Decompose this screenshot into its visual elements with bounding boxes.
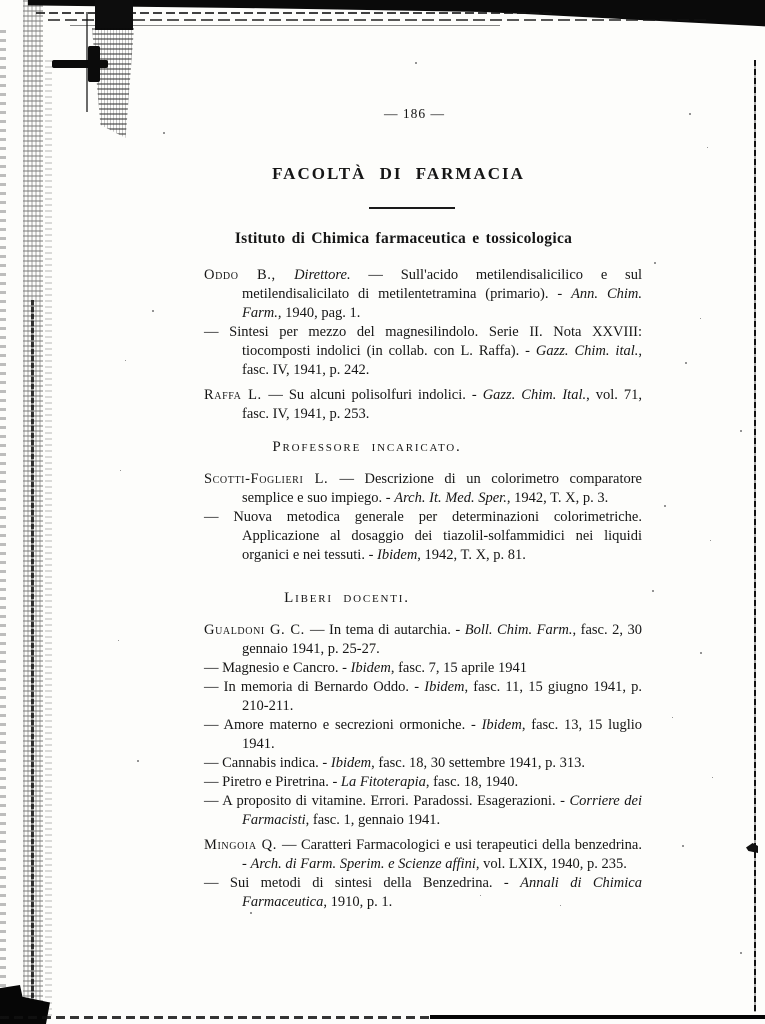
scan-speckle [700, 318, 701, 319]
entry-segment-italic: Ann. Chim. Farm. [242, 286, 642, 321]
bibliography-entry [204, 323, 642, 380]
scan-speckle [163, 132, 165, 134]
bibliography-entry [204, 792, 642, 830]
scan-artifact-bottom-left-blob [0, 985, 50, 1024]
entry-segment-smallcaps: Mingoia Q. [204, 837, 283, 853]
entry-segment-normal: — Nuova metodica generale per determinazioni colorimetriche. Applicazione al dosaggio dei tiazolil-solfammidici nei liquidi organici e nei tessuti. - [204, 509, 642, 563]
scan-artifact-right-edge-mark [746, 843, 758, 853]
scan-speckle [654, 262, 656, 264]
entry-segment-normal: , fasc. 18, 30 settembre 1941, p. 313. [371, 755, 585, 771]
entry-segment-italic: Ibidem [481, 717, 522, 733]
bibliography-entry [204, 754, 642, 773]
entry-segment-normal: — In tema di autarchia. - [309, 622, 465, 638]
scan-speckle [118, 640, 119, 641]
scan-artifact-binding-speckle [23, 0, 43, 1016]
entry-segment-normal: , vol. LXIX, 1940, p. 235. [475, 856, 627, 872]
scan-artifact-binding-line [31, 300, 34, 1016]
entry-segment-normal: , 1942, T. X, p. 81. [417, 547, 526, 563]
scan-speckle [740, 952, 742, 954]
entry-segment-italic: Gazz. Chim. Ital. [482, 387, 587, 403]
bibliography-entry [204, 874, 642, 912]
bibliography-entry [204, 470, 642, 508]
entry-segment-normal: , vol. 71, fasc. IV, 1941, p. 253. [242, 387, 642, 422]
institute-title: Istituto di Chimica farmaceutica e tossicologica [234, 230, 573, 247]
scan-artifact-page-edge-streak [36, 12, 556, 14]
bibliography-entry [204, 659, 642, 678]
scan-speckle [415, 62, 417, 64]
entry-segment-normal: , fasc. 11, 15 giugno 1941, p. 210-211. [242, 679, 642, 714]
entry-segment-italic: Gazz. Chim. ital. [535, 343, 639, 359]
bibliography-entry [204, 716, 642, 754]
scan-speckle [685, 362, 687, 364]
scan-speckle [664, 505, 666, 507]
entry-segment-normal: — Piretro e Piretrina. - [204, 774, 341, 790]
scan-artifact-right-edge-line [754, 60, 756, 1012]
scan-speckle [682, 845, 684, 847]
entry-segment-smallcaps: Oddo B., [204, 267, 295, 283]
scan-artifact-page-edge-streak [70, 25, 500, 26]
scan-speckle [740, 430, 742, 432]
bibliography-entry [204, 386, 642, 424]
bibliography-entry [204, 508, 642, 565]
page-number: — 186 — [384, 106, 445, 121]
entry-segment-normal: — Sintesi per mezzo del magnesilindolo. Serie II. Nota XXVIII: tiocomposti indolici (in collab. con L. Raffa). - [204, 324, 642, 359]
scan-artifact-bottom-edge [0, 1016, 765, 1019]
bibliography-entry [204, 836, 642, 874]
entry-segment-normal: , fasc. 13, 15 luglio 1941. [242, 717, 642, 752]
scan-speckle [712, 777, 713, 778]
scan-speckle [152, 310, 154, 312]
entry-segment-smallcaps: Gualdoni G. C. [204, 622, 310, 638]
scan-speckle [672, 717, 673, 718]
entry-segment-smallcaps: Scotti-Foglieri L. [204, 471, 340, 487]
scan-artifact-page-edge-line [86, 12, 88, 112]
bibliography-entry [204, 773, 642, 792]
entry-segment-normal: — Su alcuni polisolfuri indolici. - [268, 387, 483, 403]
entry-segment-normal: , fasc. 1, gennaio 1941. [305, 812, 441, 828]
bibliography-entry [204, 678, 642, 716]
section-heading: Liberi docenti. [284, 590, 410, 606]
entry-segment-normal: , 1940, pag. 1. [277, 305, 361, 321]
entry-segment-italic: Arch. di Farm. Sperim. e Scienze affini [250, 856, 476, 872]
section-liberi-docenti [204, 589, 642, 912]
section-professore-incaricato [204, 438, 642, 565]
bibliography-entry [204, 266, 642, 323]
scan-artifact-corner-mark [52, 60, 108, 68]
entry-segment-normal: — Sull'acido metilendisalicilico e sul metilendisalicilato di metilentetramina (primario). - [242, 267, 642, 302]
entry-segment-normal: , fasc. 18, 1940. [425, 774, 519, 790]
entry-segment-normal: , fasc. IV, 1941, p. 242. [242, 343, 643, 378]
scan-speckle [700, 652, 702, 654]
bibliography-entry [204, 621, 642, 659]
entry-segment-normal: — Caratteri Farmacologici e usi terapeutici della benzedrina. - [242, 837, 642, 872]
entry-segment-italic: Arch. It. Med. Sper. [394, 490, 507, 506]
entry-segment-italic: Corriere dei Farmacisti [242, 793, 642, 828]
entry-segment-normal: — Cannabis indica. - [204, 755, 331, 771]
scan-artifact-binding-speckle [45, 60, 52, 1016]
entry-segment-italic: Ibidem [330, 755, 372, 771]
entry-segment-normal: , fasc. 2, 30 gennaio 1941, p. 25-27. [242, 622, 643, 657]
entry-segment-normal: , 1910, p. 1. [323, 894, 393, 910]
scan-speckle [710, 540, 711, 541]
scan-artifact-corner-mark [88, 46, 100, 82]
scan-artifact-bottom-edge [430, 1015, 765, 1019]
entry-segment-italic: Ibidem [377, 547, 418, 563]
entry-segment-italic: La Fitoterapia [340, 774, 426, 790]
scan-artifact-page-edge-streak [48, 19, 708, 21]
scan-speckle [137, 760, 139, 762]
section-istituto-chimica [204, 266, 642, 424]
entry-segment-normal: — Descrizione di un colorimetro comparatore semplice e suo impiego. - [242, 471, 642, 506]
title-rule [369, 207, 455, 209]
scan-speckle [652, 590, 654, 592]
entry-segment-normal: — Magnesio e Cancro. - [204, 660, 351, 676]
scan-speckle [250, 912, 252, 914]
scan-speckle [120, 470, 121, 471]
scan-speckle [707, 147, 708, 148]
faculty-title: FACOLTÀ DI FARMACIA [272, 164, 525, 183]
scan-artifact-top-edge [28, 0, 765, 30]
entry-segment-italic: Boll. Chim. Farm. [464, 622, 573, 638]
entry-segment-normal: — A proposito di vitamine. Errori. Paradossi. Esagerazioni. - [204, 793, 570, 809]
entry-segment-normal: — In memoria di Bernardo Oddo. - [204, 679, 425, 695]
entry-segment-italic: Ibidem [350, 660, 391, 676]
entry-segment-smallcaps: Raffa L. [204, 387, 269, 403]
entry-segment-normal: , 1942, T. X, p. 3. [506, 490, 609, 506]
entry-segment-italic: Direttore. [294, 267, 351, 283]
entry-segment-normal: , fasc. 7, 15 aprile 1941 [390, 660, 527, 676]
bibliography [204, 266, 642, 912]
scan-speckle [125, 360, 126, 361]
entry-segment-italic: Annali di Chimica Farmaceutica [242, 875, 642, 910]
entry-segment-normal: — Sui metodi di sintesi della Benzedrina. - [204, 875, 521, 891]
entry-segment-normal: — Amore materno e secrezioni ormoniche. - [204, 717, 482, 733]
section-heading: Professore incaricato. [272, 439, 462, 455]
entry-segment-italic: Ibidem [424, 679, 465, 695]
scan-artifact-corner-bar [95, 0, 133, 30]
